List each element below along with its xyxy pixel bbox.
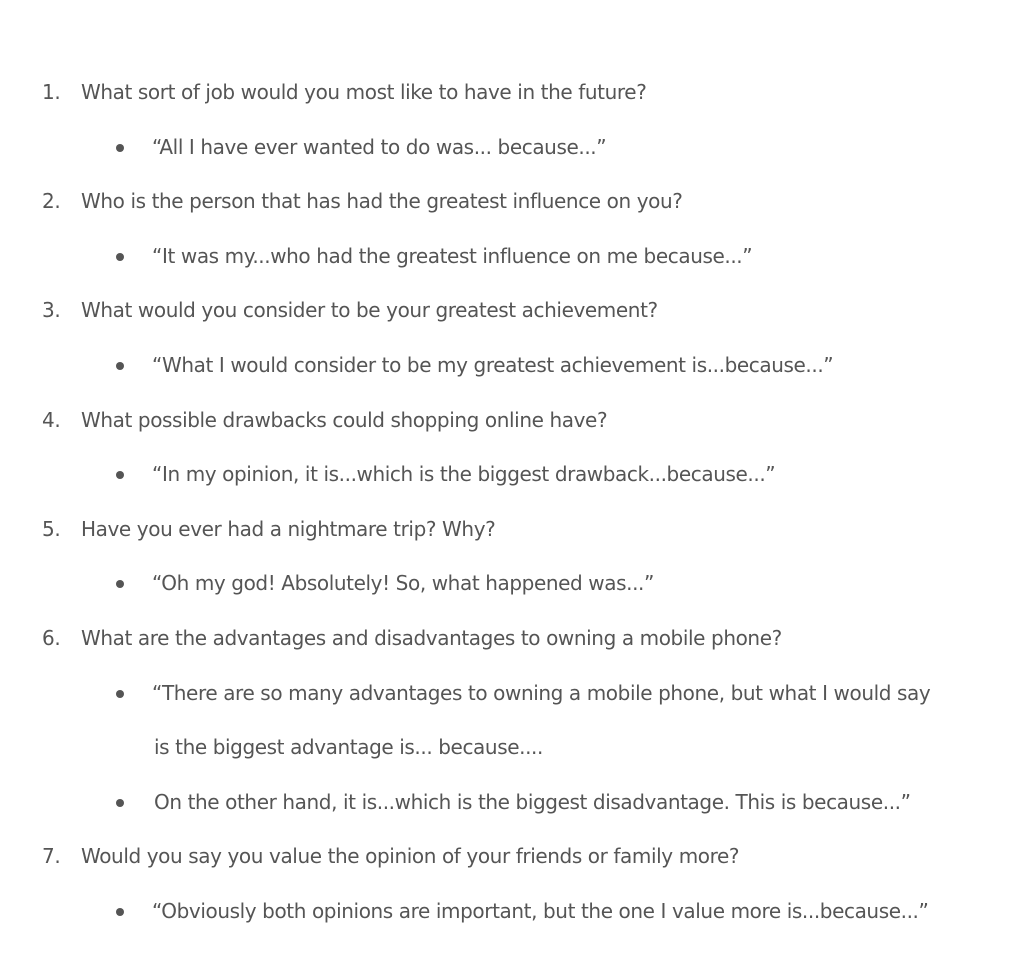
question-number: 2.: [42, 189, 61, 214]
question-item: [0, 74, 1024, 129]
answer-item: [0, 238, 1024, 293]
answer-item: [0, 565, 1024, 620]
answer-text: “All I have ever wanted to do was... because...”: [152, 134, 607, 159]
answer-continuation: [0, 729, 1024, 784]
answer-item: [0, 675, 1024, 730]
answer-text: is the biggest advantage is... because....: [154, 735, 543, 760]
answer-item: [0, 456, 1024, 511]
bullet-icon: [116, 471, 124, 479]
question-item: [0, 183, 1024, 238]
bullet-icon: [116, 908, 124, 916]
bullet-icon: [116, 144, 124, 152]
question-number: 1.: [42, 80, 61, 104]
question-text: What are the advantages and disadvantages to owning a mobile phone?: [81, 625, 782, 650]
bullet-icon: [116, 690, 124, 698]
question-number: 5.: [42, 516, 61, 541]
question-text: Who is the person that has had the greatest influence on you?: [81, 189, 683, 214]
question-text: What possible drawbacks could shopping online have?: [81, 407, 608, 432]
question-item: [0, 838, 1024, 893]
question-number: 3.: [42, 298, 61, 323]
answer-text: On the other hand, it is...which is the biggest disadvantage. This is because...”: [154, 789, 911, 814]
document-body: [0, 74, 1024, 948]
answer-text: “In my opinion, it is...which is the biggest drawback...because...”: [152, 462, 776, 487]
question-item: [0, 292, 1024, 347]
answer-text: “There are so many advantages to owning a mobile phone, but what I would say: [152, 680, 931, 705]
answer-item: [0, 347, 1024, 402]
question-number: 4.: [42, 407, 61, 432]
question-number: 7.: [42, 844, 61, 869]
answer-text: “It was my...who had the greatest influence on me because...”: [152, 243, 753, 268]
question-item: [0, 511, 1024, 566]
question-text: What sort of job would you most like to have in the future?: [81, 80, 647, 104]
question-number: 6.: [42, 625, 61, 650]
answer-text: “Oh my god! Absolutely! So, what happened was...”: [152, 571, 654, 596]
question-item: [0, 402, 1024, 457]
question-text: Have you ever had a nightmare trip? Why?: [81, 516, 496, 541]
bullet-icon: [116, 253, 124, 261]
answer-item: [0, 129, 1024, 184]
answer-text: “Obviously both opinions are important, but the one I value more is...because...”: [152, 898, 929, 923]
question-item: [0, 620, 1024, 675]
question-text: What would you consider to be your greatest achievement?: [81, 298, 658, 323]
bullet-icon: [116, 799, 124, 807]
bullet-icon: [116, 580, 124, 588]
answer-item: [0, 784, 1024, 839]
question-text: Would you say you value the opinion of your friends or family more?: [81, 844, 740, 869]
answer-text: “What I would consider to be my greatest achievement is...because...”: [152, 352, 834, 377]
answer-item: [0, 893, 1024, 948]
bullet-icon: [116, 362, 124, 370]
